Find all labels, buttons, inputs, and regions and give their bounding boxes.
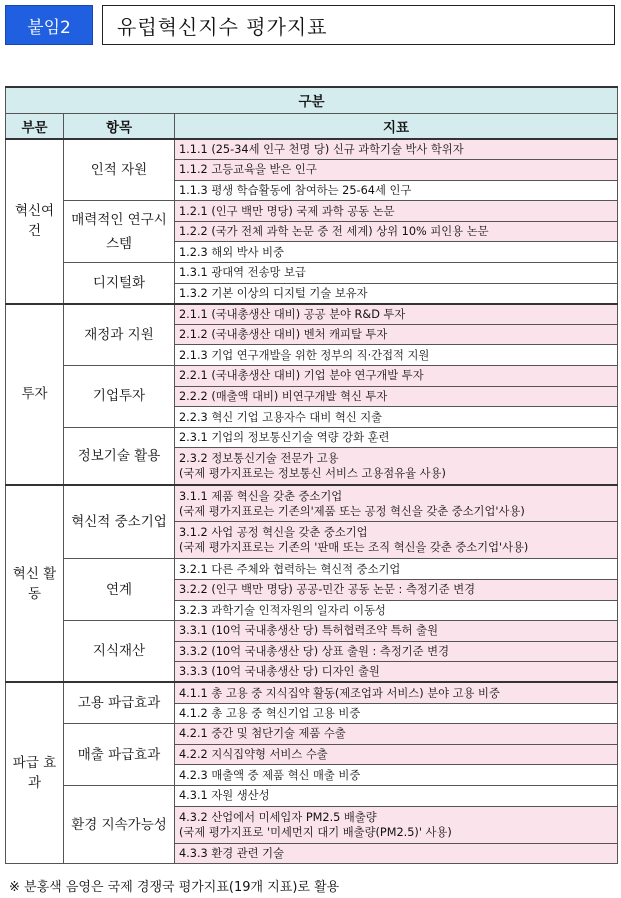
indicator-cell xyxy=(175,427,618,448)
item-cell: 환경 지속가능성 xyxy=(64,785,175,863)
indicator-text: 2.3.2 정보통신기술 전문가 고용 xyxy=(179,452,339,466)
table-row xyxy=(6,682,618,703)
indicator-cell xyxy=(175,559,618,580)
table-row xyxy=(6,559,618,580)
indicator-text: 1.1.2 고등교육을 받은 인구 xyxy=(179,163,317,177)
indicator-text: 4.2.1 중간 및 첨단기술 제품 수출 xyxy=(179,727,346,741)
indicator-text: 2.2.1 (국내총생산 대비) 기업 분야 연구개발 투자 xyxy=(179,369,424,383)
indicator-cell xyxy=(175,765,618,786)
indicator-text: 1.1.1 (25-34세 인구 천명 당) 신규 과학기술 박사 학위자 xyxy=(179,143,464,157)
indicator-text: 3.1.1 제품 혁신을 갖춘 중소기업 xyxy=(179,489,343,503)
indicator-text: 3.2.2 (인구 백만 명당) 공공-민간 공동 논문 : 측정기준 변경 xyxy=(179,583,476,597)
column-header-indicator: 지표 xyxy=(175,113,618,139)
indicator-text: 3.3.2 (10억 국내총생산 당) 상표 출원 : 측정기준 변경 xyxy=(179,645,449,659)
indicator-text: 1.2.3 해외 박사 비중 xyxy=(179,245,284,259)
item-cell: 고용 파급효과 xyxy=(64,682,175,723)
indicator-cell xyxy=(175,345,618,366)
table-row xyxy=(6,366,618,387)
indicator-cell xyxy=(175,843,618,864)
indicator-text: 1.2.2 (국가 전체 과학 논문 중 전 세계) 상위 10% 피인용 논문 xyxy=(179,225,489,239)
item-cell: 매출 파급효과 xyxy=(64,724,175,786)
indicator-cell xyxy=(175,448,618,485)
indicator-text: 1.3.1 광대역 전송망 보급 xyxy=(179,266,306,280)
indicator-text: 4.2.2 지식집약형 서비스 수출 xyxy=(179,748,328,762)
indicator-table xyxy=(5,86,618,864)
indicator-cell xyxy=(175,600,618,621)
indicator-cell xyxy=(175,407,618,428)
indicator-cell xyxy=(175,160,618,181)
indicator-cell xyxy=(175,806,618,843)
indicator-cell xyxy=(175,304,618,325)
indicator-cell xyxy=(175,366,618,387)
indicator-cell xyxy=(175,682,618,703)
indicator-cell xyxy=(175,180,618,201)
indicator-cell xyxy=(175,785,618,806)
table-row xyxy=(6,785,618,806)
item-cell: 재정과 지원 xyxy=(64,304,175,366)
table-body xyxy=(6,139,618,864)
indicator-cell xyxy=(175,324,618,345)
indicator-note: (국제 평가지표로는 기존의 '판매 또는 조직 혁신을 갖춘 중소기업'사용) xyxy=(179,541,529,555)
table-row xyxy=(6,139,618,160)
indicator-cell xyxy=(175,621,618,642)
indicator-text: 1.1.3 평생 학습활동에 참여하는 25-64세 인구 xyxy=(179,183,412,197)
section-cell: 파급 효과 xyxy=(6,682,64,863)
item-cell: 혁신적 중소기업 xyxy=(64,485,175,559)
table-row xyxy=(6,201,618,222)
indicator-cell xyxy=(175,263,618,284)
table-row xyxy=(6,304,618,325)
indicator-cell xyxy=(175,744,618,765)
appendix-badge: 붙임2 xyxy=(5,5,93,45)
indicator-text: 3.2.1 다른 주체와 협력하는 혁신적 중소기업 xyxy=(179,562,401,576)
indicator-note: (국제 평가지표로는 정보통신 서비스 고용점유율 사용) xyxy=(179,467,446,481)
indicator-text: 2.3.1 기업의 정보통신기술 역량 강화 훈련 xyxy=(179,431,390,445)
item-cell: 지식재산 xyxy=(64,621,175,683)
indicator-text: 4.1.1 총 고용 중 지식집약 활동(제조업과 서비스) 분야 고용 비중 xyxy=(179,686,500,700)
indicator-cell xyxy=(175,580,618,601)
indicator-cell xyxy=(175,139,618,160)
indicator-text: 3.3.1 (10억 국내총생산 당) 특허협력조약 특허 출원 xyxy=(179,624,438,638)
table-row xyxy=(6,621,618,642)
indicator-text: 2.2.2 (매출액 대비) 비연구개발 혁신 투자 xyxy=(179,389,388,403)
page-title: 유럽혁신지수 평가지표 xyxy=(102,5,615,45)
column-header-item: 항목 xyxy=(64,113,175,139)
item-cell: 인적 자원 xyxy=(64,139,175,201)
table-row xyxy=(6,485,618,522)
item-cell: 기업투자 xyxy=(64,366,175,428)
indicator-cell xyxy=(175,522,618,559)
item-cell: 연계 xyxy=(64,559,175,621)
indicator-cell xyxy=(175,221,618,242)
indicator-text: 2.1.1 (국내총생산 대비) 공공 분야 R&D 투자 xyxy=(179,307,406,321)
indicator-text: 4.3.1 자원 생산성 xyxy=(179,789,270,803)
indicator-text: 4.3.3 환경 관련 기술 xyxy=(179,846,284,860)
indicator-cell xyxy=(175,201,618,222)
indicator-text: 2.2.3 혁신 기업 고용자수 대비 혁신 지출 xyxy=(179,410,383,424)
indicator-text: 4.3.2 산업에서 미세입자 PM2.5 배출량 xyxy=(179,810,377,824)
indicator-note: (국제 평가지표로 '미세먼지 대기 배출량(PM2.5)' 사용) xyxy=(179,825,452,839)
item-cell: 매력적인 연구시스템 xyxy=(64,201,175,263)
indicator-cell xyxy=(175,386,618,407)
indicator-cell xyxy=(175,703,618,724)
indicator-text: 3.2.3 과학기술 인적자원의 일자리 이동성 xyxy=(179,603,386,617)
indicator-text: 3.1.2 사업 공정 혁신을 갖춘 중소기업 xyxy=(179,526,368,540)
table-row xyxy=(6,724,618,745)
section-cell: 혁신여건 xyxy=(6,139,64,304)
indicator-text: 4.1.2 총 고용 중 혁신기업 고용 비중 xyxy=(179,706,361,720)
indicator-cell xyxy=(175,242,618,263)
section-cell: 투자 xyxy=(6,304,64,485)
indicator-cell xyxy=(175,485,618,522)
indicator-text: 2.1.2 (국내총생산 대비) 벤처 캐피탈 투자 xyxy=(179,328,388,342)
item-cell: 정보기술 활용 xyxy=(64,427,175,485)
indicator-text: 4.2.3 매출액 중 제품 혁신 매출 비중 xyxy=(179,768,361,782)
item-cell: 디지털화 xyxy=(64,263,175,304)
indicator-cell xyxy=(175,283,618,304)
indicator-text: 1.2.1 (인구 백만 명당) 국제 과학 공동 논문 xyxy=(179,204,395,218)
footnote: ※ 분홍색 음영은 국제 경쟁국 평가지표(19개 지표)로 활용 xyxy=(9,880,340,895)
indicator-cell xyxy=(175,641,618,662)
section-cell: 혁신 활동 xyxy=(6,485,64,683)
table-row xyxy=(6,427,618,448)
group-header: 구분 xyxy=(6,87,618,113)
indicator-text: 2.1.3 기업 연구개발을 위한 정부의 직·간접적 지원 xyxy=(179,348,430,362)
indicator-text: 1.3.2 기본 이상의 디지털 기술 보유자 xyxy=(179,286,368,300)
indicator-text: 3.3.3 (10억 국내총생산 당) 디자인 출원 xyxy=(179,665,380,679)
indicator-note: (국제 평가지표로는 기존의'제품 또는 공정 혁신을 갖춘 중소기업'사용) xyxy=(179,504,525,518)
indicator-cell xyxy=(175,724,618,745)
column-header-section: 부문 xyxy=(6,113,64,139)
table-row xyxy=(6,263,618,284)
indicator-cell xyxy=(175,662,618,683)
